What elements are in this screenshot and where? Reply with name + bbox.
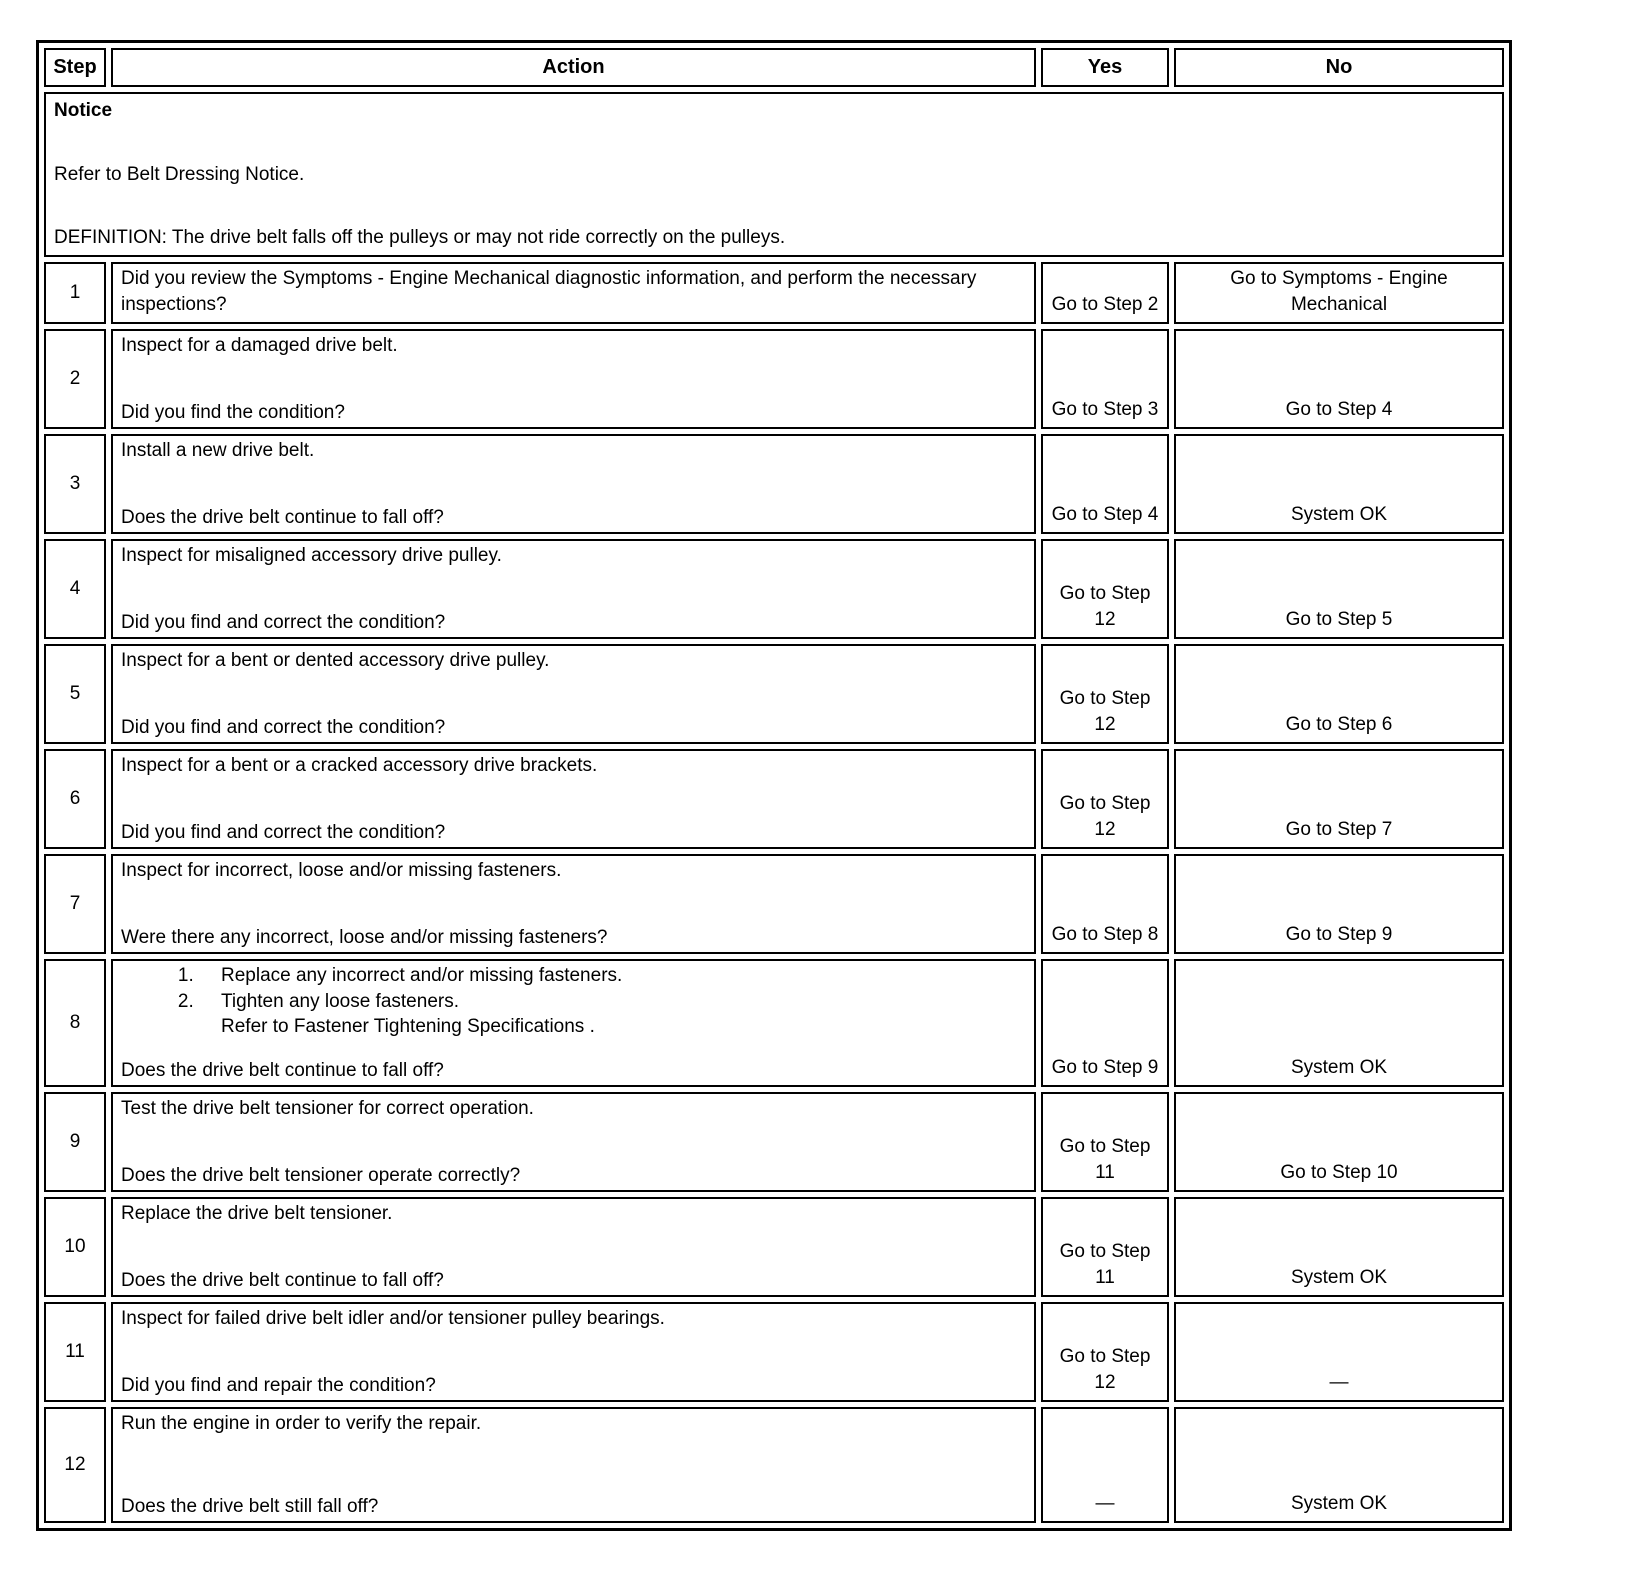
table-row (44, 1407, 1504, 1523)
notice-reference: Refer to Belt Dressing Notice. (54, 163, 305, 185)
no-cell: Go to Step 5 (1174, 539, 1504, 639)
yes-cell: Go to Step 3 (1041, 329, 1169, 429)
step-number: 11 (44, 1302, 106, 1402)
no-cell: System OK (1174, 434, 1504, 534)
yes-cell: Go to Step 9 (1041, 959, 1169, 1087)
action-cell (111, 1407, 1036, 1523)
action-question: Does the drive belt still fall off? (121, 1495, 379, 1517)
header-step: Step (44, 48, 106, 87)
action-text: Inspect for failed drive belt idler and/or tensioner pulley bearings. (121, 1308, 665, 1330)
action-cell (111, 539, 1036, 639)
action-text: Install a new drive belt. (121, 440, 315, 462)
step-number: 6 (44, 749, 106, 849)
table-row (44, 749, 1504, 849)
header-row (44, 48, 1504, 87)
yes-cell: Go to Step 11 (1041, 1092, 1169, 1192)
action-question: Does the drive belt continue to fall off? (121, 1059, 444, 1081)
action-question: Did you find and repair the condition? (121, 1374, 436, 1396)
action-text: Inspect for misaligned accessory drive pulley. (121, 545, 502, 567)
yes-cell: Go to Step 12 (1041, 644, 1169, 744)
yes-cell: Go to Step 8 (1041, 854, 1169, 954)
notice-row (44, 92, 1504, 257)
action-cell (111, 1092, 1036, 1192)
action-cell (111, 329, 1036, 429)
table-row (44, 1302, 1504, 1402)
action-cell (111, 854, 1036, 954)
no-cell: System OK (1174, 1407, 1504, 1523)
no-cell: System OK (1174, 959, 1504, 1087)
action-question: Did you find the condition? (121, 401, 345, 423)
action-text: Replace the drive belt tensioner. (121, 1203, 393, 1225)
step-number: 2 (44, 329, 106, 429)
action-text: Inspect for a bent or dented accessory drive pulley. (121, 650, 550, 672)
no-cell: Go to Symptoms - Engine Mechanical (1174, 262, 1504, 324)
step-number: 4 (44, 539, 106, 639)
diagnostic-table (36, 40, 1512, 1531)
action-cell (111, 959, 1036, 1087)
action-question: Were there any incorrect, loose and/or missing fasteners? (121, 926, 608, 948)
table-row (44, 1092, 1504, 1192)
table-row (44, 854, 1504, 954)
step-number: 1 (44, 262, 106, 324)
table-row (44, 329, 1504, 429)
list-item: 1. Replace any incorrect and/or missing fasteners. (199, 963, 1026, 989)
step-number: 12 (44, 1407, 106, 1523)
action-cell (111, 749, 1036, 849)
step-number: 7 (44, 854, 106, 954)
header-no: No (1174, 48, 1504, 87)
list-item: 2. Tighten any loose fasteners. (199, 989, 1026, 1015)
action-question: Does the drive belt tensioner operate correctly? (121, 1164, 521, 1186)
no-cell: — (1174, 1302, 1504, 1402)
action-cell (111, 644, 1036, 744)
no-cell: System OK (1174, 1197, 1504, 1297)
action-cell (111, 1197, 1036, 1297)
list-note: Refer to Fastener Tightening Specifications . (221, 1016, 595, 1038)
no-cell: Go to Step 7 (1174, 749, 1504, 849)
action-text: Test the drive belt tensioner for correct operation. (121, 1098, 534, 1120)
yes-cell: Go to Step 2 (1041, 262, 1169, 324)
action-question: Did you find and correct the condition? (121, 821, 446, 843)
action-question: Does the drive belt continue to fall off? (121, 1269, 444, 1291)
step-number: 3 (44, 434, 106, 534)
step-number: 10 (44, 1197, 106, 1297)
action-text: Run the engine in order to verify the repair. (121, 1413, 482, 1435)
notice-title: Notice (54, 100, 113, 121)
yes-cell: Go to Step 4 (1041, 434, 1169, 534)
yes-cell: — (1041, 1407, 1169, 1523)
header-yes: Yes (1041, 48, 1169, 87)
step-number: 9 (44, 1092, 106, 1192)
action-question: Does the drive belt continue to fall off? (121, 506, 444, 528)
step-number: 5 (44, 644, 106, 744)
action-text: Did you review the Symptoms - Engine Mechanical diagnostic information, and perform the necessary inspections? (121, 267, 977, 315)
no-cell: Go to Step 9 (1174, 854, 1504, 954)
yes-cell: Go to Step 11 (1041, 1197, 1169, 1297)
action-cell (111, 434, 1036, 534)
action-numbered-list (121, 963, 1026, 1014)
table-row (44, 959, 1504, 1087)
action-cell (111, 262, 1036, 324)
table-row (44, 1197, 1504, 1297)
notice-cell (44, 92, 1504, 257)
yes-cell: Go to Step 12 (1041, 1302, 1169, 1402)
no-cell: Go to Step 10 (1174, 1092, 1504, 1192)
yes-cell: Go to Step 12 (1041, 539, 1169, 639)
notice-definition: DEFINITION: The drive belt falls off the pulleys or may not ride correctly on the pulleys. (54, 227, 786, 249)
action-cell (111, 1302, 1036, 1402)
action-text: Inspect for a damaged drive belt. (121, 335, 398, 357)
action-text: Inspect for incorrect, loose and/or missing fasteners. (121, 860, 562, 882)
step-number: 8 (44, 959, 106, 1087)
action-question: Did you find and correct the condition? (121, 716, 446, 738)
table-row (44, 262, 1504, 324)
table-row (44, 539, 1504, 639)
action-text: Inspect for a bent or a cracked accessory drive brackets. (121, 755, 598, 777)
no-cell: Go to Step 6 (1174, 644, 1504, 744)
table-row (44, 434, 1504, 534)
header-action: Action (111, 48, 1036, 87)
yes-cell: Go to Step 12 (1041, 749, 1169, 849)
table-row (44, 644, 1504, 744)
action-question: Did you find and correct the condition? (121, 611, 446, 633)
no-cell: Go to Step 4 (1174, 329, 1504, 429)
